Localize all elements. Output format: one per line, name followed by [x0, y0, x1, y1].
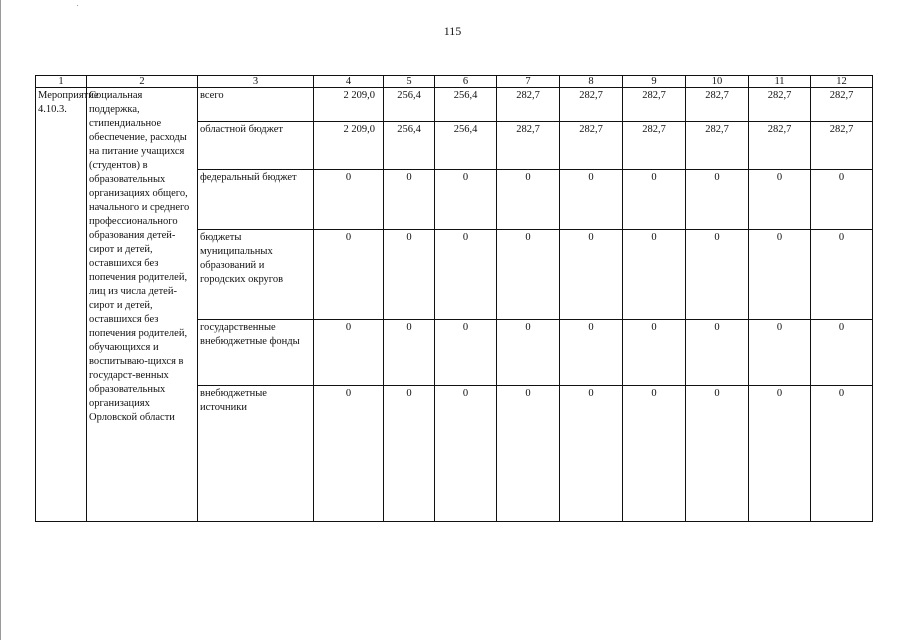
- column-header: 2: [87, 76, 198, 88]
- value-cell: 0: [497, 386, 560, 522]
- value-cell: 0: [435, 386, 497, 522]
- column-header: 10: [686, 76, 749, 88]
- value-cell: 0: [749, 170, 811, 229]
- column-header: 1: [36, 76, 87, 88]
- value-cell: 0: [314, 170, 384, 229]
- budget-table: [35, 75, 873, 522]
- value-cell: 0: [811, 170, 873, 229]
- value-cell: 0: [314, 229, 384, 319]
- value-cell: 282,7: [686, 122, 749, 170]
- funding-source-cell: областной бюджет: [198, 122, 314, 170]
- value-cell: 282,7: [811, 88, 873, 122]
- value-cell: 0: [623, 320, 686, 386]
- value-cell: 0: [623, 386, 686, 522]
- value-cell: 256,4: [435, 122, 497, 170]
- column-header: 12: [811, 76, 873, 88]
- column-header: 5: [384, 76, 435, 88]
- value-cell: 256,4: [384, 88, 435, 122]
- value-cell: 0: [497, 170, 560, 229]
- header-row: [36, 76, 873, 88]
- value-cell: 0: [749, 386, 811, 522]
- value-cell: 0: [314, 386, 384, 522]
- value-cell: 2 209,0: [314, 88, 384, 122]
- funding-source-cell: федеральный бюджет: [198, 170, 314, 229]
- value-cell: 0: [497, 229, 560, 319]
- scan-speck: [77, 5, 78, 6]
- value-cell: 0: [623, 229, 686, 319]
- value-cell: 0: [749, 229, 811, 319]
- value-cell: 282,7: [749, 88, 811, 122]
- value-cell: 0: [497, 320, 560, 386]
- value-cell: 282,7: [623, 88, 686, 122]
- value-cell: 282,7: [686, 88, 749, 122]
- value-cell: 256,4: [435, 88, 497, 122]
- value-cell: 0: [560, 320, 623, 386]
- value-cell: 0: [435, 229, 497, 319]
- event-code-cell: Мероприятие 4.10.3.: [36, 88, 87, 522]
- value-cell: 0: [384, 320, 435, 386]
- column-header: 6: [435, 76, 497, 88]
- value-cell: 282,7: [497, 122, 560, 170]
- value-cell: 256,4: [384, 122, 435, 170]
- funding-source-cell: государственные внебюджетные фонды: [198, 320, 314, 386]
- value-cell: 0: [384, 386, 435, 522]
- funding-source-cell: бюджеты муниципальных образований и городских округов: [198, 229, 314, 319]
- value-cell: 282,7: [560, 88, 623, 122]
- value-cell: 0: [686, 386, 749, 522]
- value-cell: 0: [435, 320, 497, 386]
- value-cell: 0: [686, 320, 749, 386]
- funding-source-cell: всего: [198, 88, 314, 122]
- value-cell: 282,7: [560, 122, 623, 170]
- value-cell: 282,7: [623, 122, 686, 170]
- value-cell: 0: [811, 320, 873, 386]
- value-cell: 0: [384, 170, 435, 229]
- value-cell: 0: [623, 170, 686, 229]
- funding-source-cell: внебюджетные источники: [198, 386, 314, 522]
- event-description-cell: Социальная поддержка, стипендиальное обеспечение, расходы на питание учащихся (студентов) в образовательных организациях общего, начального и среднего профессионального образования детей-сирот и детей, оставшихся без попечения родителей, лиц из числа детей-сирот и детей, оставшихся без попечения родителей, обучающихся и воспитываю-щихся в государст-венных образовательных организациях Орловской области: [87, 88, 198, 522]
- column-header: 11: [749, 76, 811, 88]
- value-cell: 0: [560, 170, 623, 229]
- scan-edge-line: [0, 0, 1, 640]
- column-header: 8: [560, 76, 623, 88]
- value-cell: 282,7: [811, 122, 873, 170]
- value-cell: 0: [811, 386, 873, 522]
- value-cell: 0: [560, 386, 623, 522]
- value-cell: 282,7: [749, 122, 811, 170]
- page-number: 115: [443, 24, 462, 38]
- column-header: 7: [497, 76, 560, 88]
- table-row: [36, 88, 873, 122]
- value-cell: 0: [384, 229, 435, 319]
- value-cell: 282,7: [497, 88, 560, 122]
- value-cell: 0: [560, 229, 623, 319]
- value-cell: 0: [686, 229, 749, 319]
- value-cell: 0: [811, 229, 873, 319]
- column-header: 4: [314, 76, 384, 88]
- value-cell: 2 209,0: [314, 122, 384, 170]
- column-header: 9: [623, 76, 686, 88]
- value-cell: 0: [686, 170, 749, 229]
- value-cell: 0: [435, 170, 497, 229]
- value-cell: 0: [749, 320, 811, 386]
- value-cell: 0: [314, 320, 384, 386]
- column-header: 3: [198, 76, 314, 88]
